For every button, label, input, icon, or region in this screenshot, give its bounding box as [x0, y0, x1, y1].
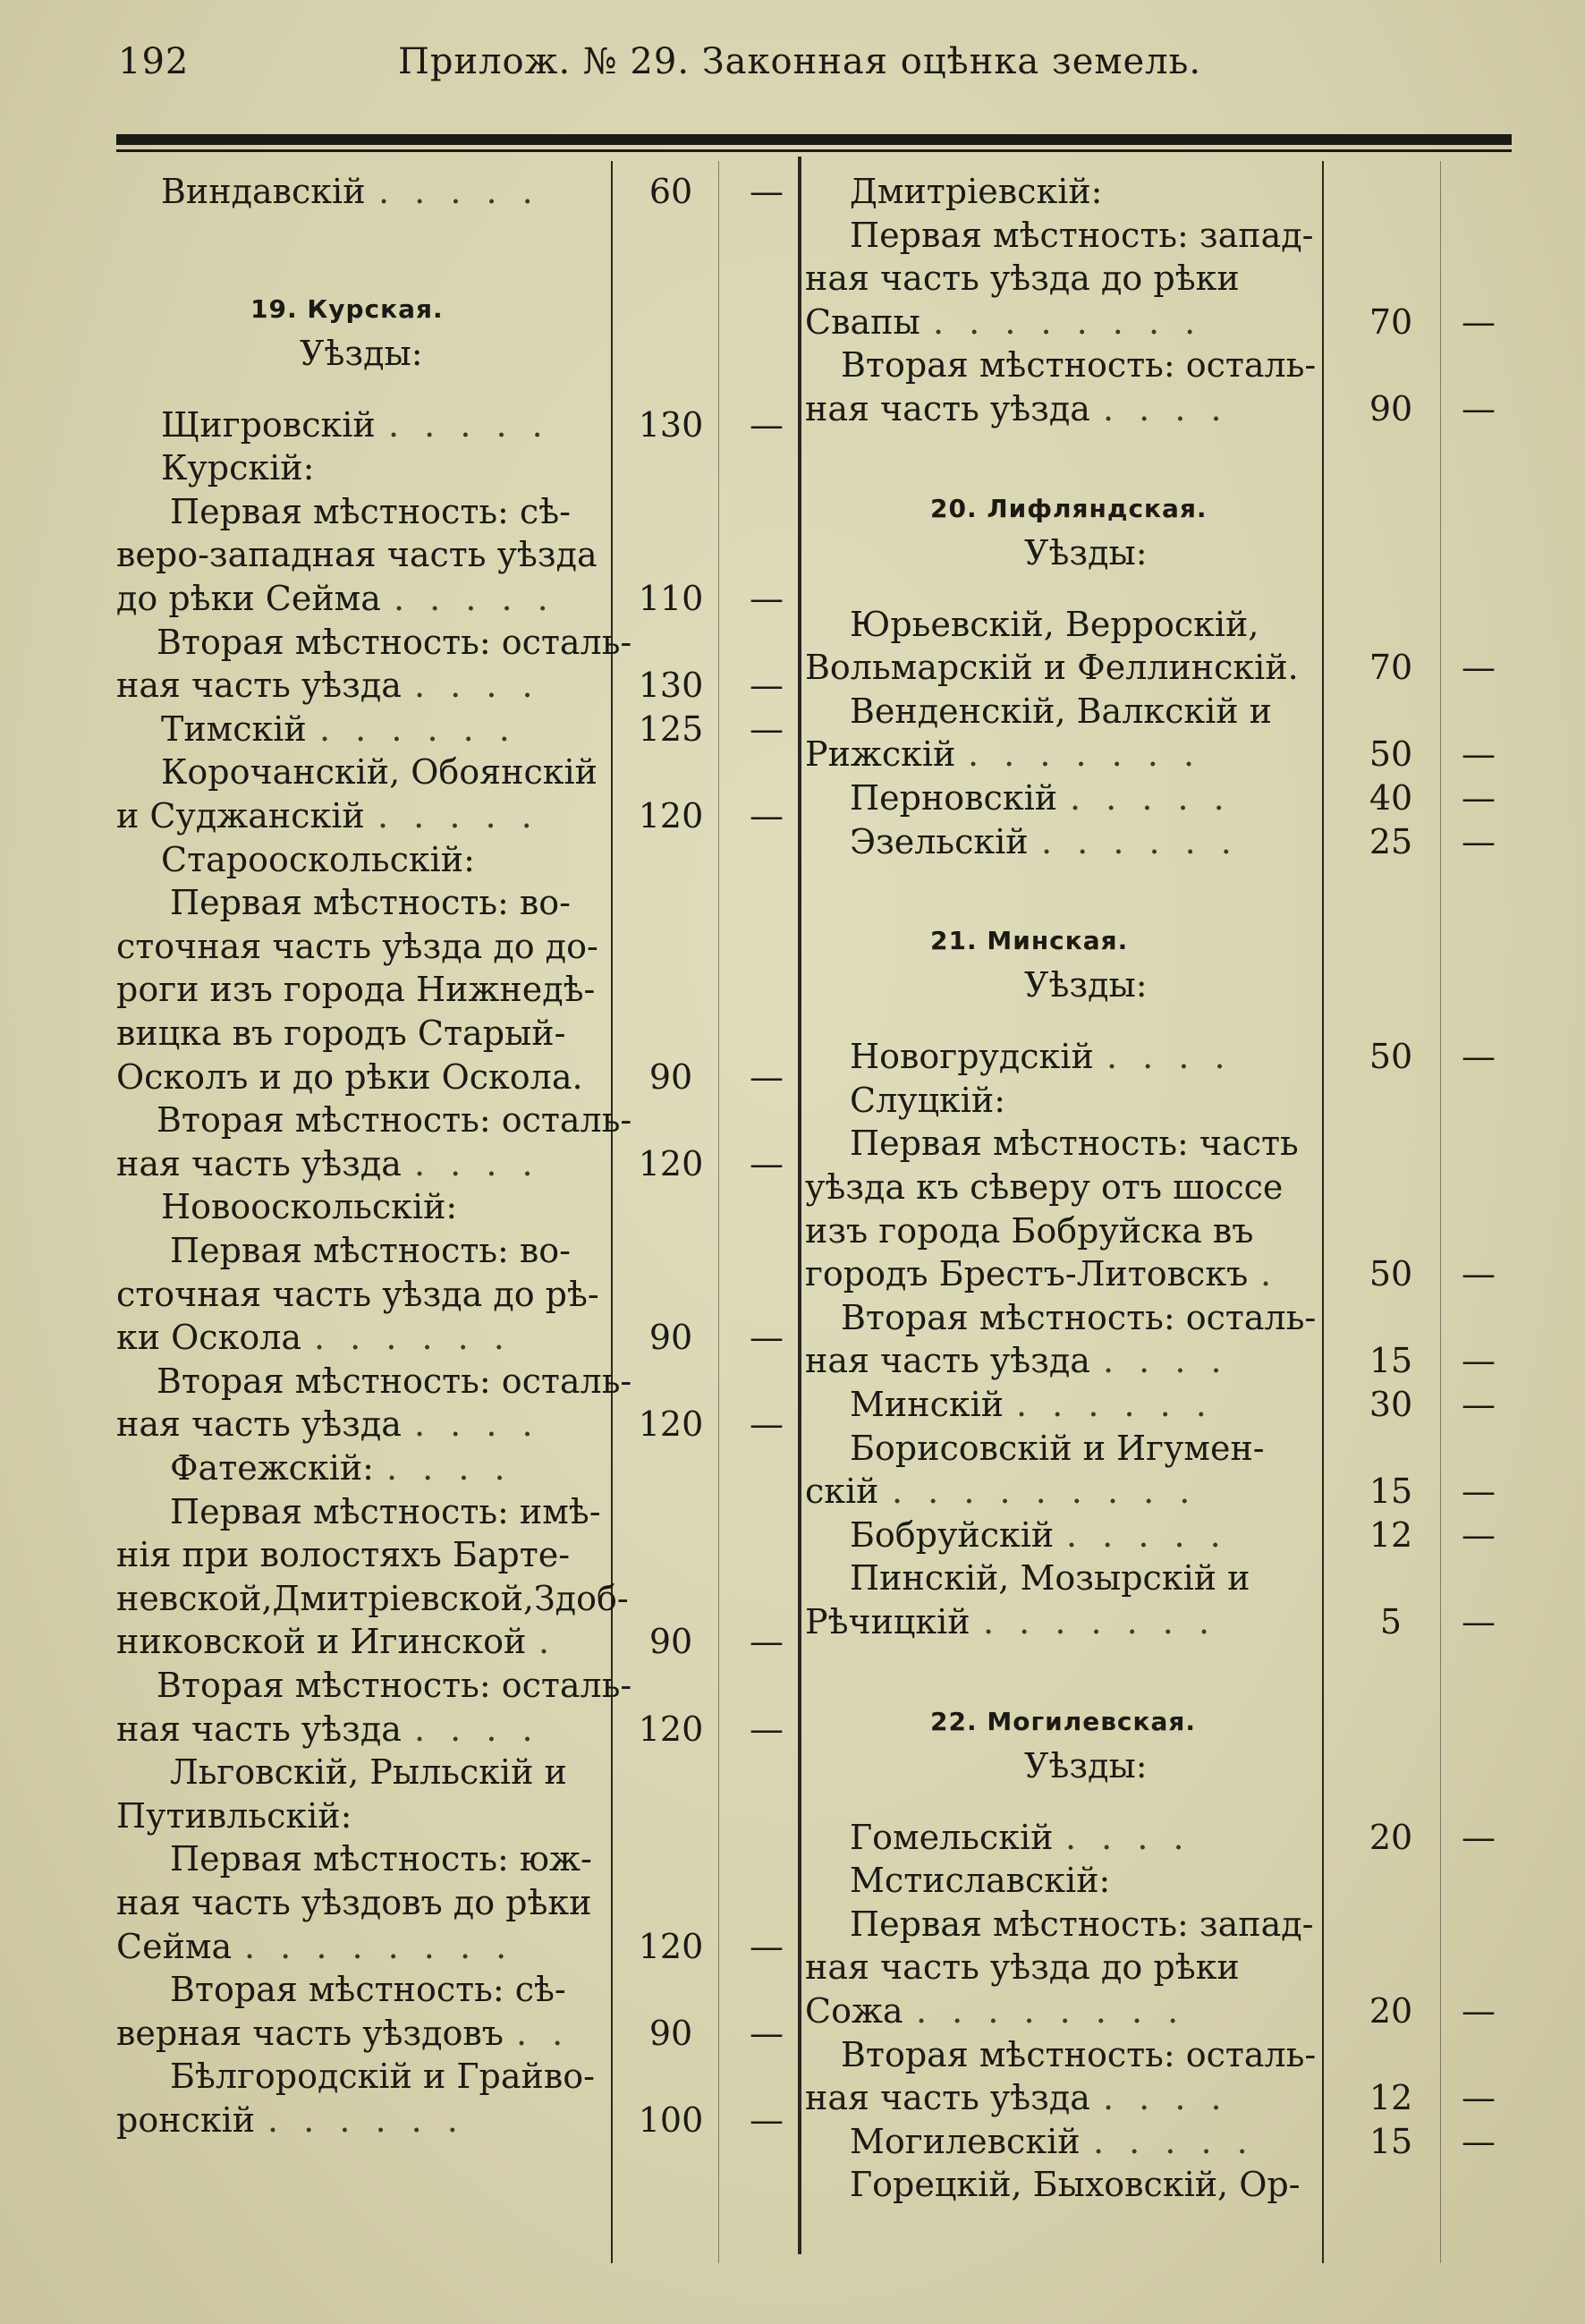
entry-text: и Суджанскій	[116, 796, 365, 835]
header-rule-thin	[116, 149, 1512, 152]
entry-row	[116, 1490, 798, 1533]
entry-row	[116, 1968, 798, 2011]
entry-row	[116, 1012, 798, 1055]
entry-row	[805, 1209, 1512, 1252]
entry-text: Сейма	[116, 1926, 233, 1966]
kopeck-dash: —	[750, 2013, 784, 2053]
rate-value: 90	[648, 2013, 693, 2053]
rate-value: 90	[648, 1318, 693, 1358]
entry-text: Льговскій, Рыльскій и	[170, 1752, 567, 1793]
rate-value: 5	[1379, 1602, 1403, 1641]
entry-row	[116, 1446, 798, 1489]
kopeck-dash: —	[1462, 1385, 1496, 1424]
entry-row	[116, 621, 798, 664]
kopeck-dash: —	[1462, 778, 1496, 818]
entry-text: Бобруйскій	[850, 1514, 1055, 1555]
kopeck-dash: —	[750, 1709, 784, 1749]
leader-dots: . . . . .	[1066, 1514, 1228, 1555]
entry-text: Новогрудскій	[850, 1037, 1094, 1077]
section-heading: 20. Лифляндская.	[930, 493, 1208, 523]
left-column	[116, 170, 798, 2250]
entry-text: уѣзда къ сѣверу отъ шоссе	[805, 1167, 1284, 1207]
entry-text: ная часть уѣзда	[116, 1709, 402, 1749]
entry-row	[805, 344, 1512, 386]
entry-text: Бѣлгородскій и Грайво-	[170, 2057, 595, 2097]
kopeck-dash: —	[1462, 1254, 1496, 1294]
entry-text: Старооскольскій:	[161, 839, 475, 879]
rate-value: 20	[1369, 1817, 1413, 1857]
leader-dots: . . . . . . . .	[933, 301, 1203, 342]
entry-text: ная часть уѣзда до рѣки	[805, 259, 1240, 299]
entry-row	[116, 881, 798, 924]
rate-value: 120	[638, 796, 704, 835]
kopeck-dash: —	[750, 1318, 784, 1358]
entry-text: скій	[805, 1472, 879, 1512]
entry-row	[116, 170, 798, 213]
leader-dots: . . . . . . .	[983, 1602, 1217, 1641]
entry-text: Рижскій	[805, 734, 956, 775]
entry-row	[116, 1185, 798, 1228]
rate-value: 15	[1369, 1472, 1413, 1512]
entry-text: Корочанскій, Обоянскій	[161, 752, 598, 793]
rate-value: 70	[1369, 301, 1413, 342]
leader-dots: . . . . .	[378, 172, 540, 211]
kopeck-dash: —	[750, 1622, 784, 1662]
entry-text: Вторая мѣстность: сѣ-	[170, 1970, 566, 2010]
leader-dots: . . . .	[1103, 389, 1229, 428]
entry-row	[805, 603, 1512, 646]
kopeck-dash: —	[1462, 2078, 1496, 2118]
entry-row	[116, 708, 798, 751]
entry-row	[805, 1600, 1512, 1643]
leader-dots: . . . . . . . .	[244, 1926, 514, 1966]
entry-row	[116, 1533, 798, 1576]
kopeck-dash: —	[1462, 2121, 1496, 2161]
kopeck-dash: —	[750, 579, 784, 618]
entry-row	[805, 1816, 1512, 1859]
section-heading: 21. Минская.	[930, 926, 1129, 956]
leader-dots: . . . .	[1103, 1341, 1229, 1381]
entry-row	[116, 1273, 798, 1316]
entry-text: ная часть уѣзда	[805, 2078, 1090, 2118]
entry-row	[805, 1859, 1512, 1902]
entry-text: Юрьевскій, Верроскій,	[850, 604, 1259, 644]
rate-value: 40	[1369, 778, 1413, 818]
entry-text: нія при волостяхъ Барте-	[116, 1535, 571, 1575]
entry-text: веро-западная часть уѣзда	[116, 535, 598, 575]
entry-row	[116, 1056, 798, 1098]
entry-text: Дмитріевскій:	[850, 172, 1103, 211]
leader-dots: . .	[516, 2013, 571, 2053]
kopeck-dash: —	[750, 1926, 784, 1966]
entry-row	[805, 1296, 1512, 1339]
rate-value: 100	[638, 2100, 704, 2140]
leader-dots: . . . . . .	[1016, 1385, 1214, 1424]
entry-text: Борисовскій и Игумен-	[850, 1428, 1265, 1468]
leader-dots: . . . . .	[1093, 2121, 1255, 2161]
kopeck-dash: —	[750, 708, 784, 749]
rate-value: 90	[648, 1622, 693, 1662]
leader-dots: .	[1260, 1254, 1279, 1294]
rate-value: 120	[638, 1926, 704, 1966]
entry-text: Щигровскій	[161, 404, 376, 445]
rate-value: 120	[638, 1404, 704, 1445]
entry-text: Новооскольскій:	[161, 1187, 458, 1227]
entry-text: Тимскій	[161, 708, 307, 749]
entry-row	[805, 820, 1512, 863]
entry-row	[116, 1664, 798, 1707]
entry-row	[805, 733, 1512, 776]
entry-text: ная часть уѣзда	[805, 389, 1090, 428]
entry-row	[116, 577, 798, 620]
entry-row	[116, 2055, 798, 2098]
entry-text: ронскій	[116, 2100, 256, 2140]
entry-text: никовской и Игинской	[116, 1622, 527, 1662]
entry-text: сточная часть уѣзда до до-	[116, 926, 598, 966]
entry-text: Первая мѣстность: запад-	[850, 215, 1314, 255]
entry-row	[805, 1556, 1512, 1599]
entry-row	[805, 387, 1512, 430]
entry-text: Сожа	[805, 1991, 903, 2031]
entry-text: ная часть уѣзда	[116, 666, 402, 706]
kopeck-dash: —	[1462, 1514, 1496, 1555]
entry-text: ная часть уѣзда	[116, 1404, 402, 1445]
entry-text: Первая мѣстность: юж-	[170, 1839, 592, 1879]
entry-text: ная часть уѣзда	[805, 1341, 1090, 1381]
rate-value: 50	[1369, 734, 1413, 775]
leader-dots: .	[538, 1622, 557, 1662]
entry-row	[805, 690, 1512, 733]
entry-row	[805, 2163, 1512, 2206]
rate-value: 130	[638, 404, 704, 445]
entry-row	[116, 1881, 798, 1924]
entry-text: ная часть уѣзда до рѣки	[805, 1947, 1240, 1988]
rate-value: 50	[1369, 1254, 1413, 1294]
leader-dots: . . . .	[1065, 1817, 1191, 1857]
entry-text: Курскій:	[161, 448, 315, 488]
entry-row	[805, 1514, 1512, 1556]
leader-dots: . . . . . . .	[968, 734, 1202, 775]
rate-value: 120	[638, 1709, 704, 1749]
entry-row	[116, 1577, 798, 1620]
center-divider	[798, 157, 801, 2254]
rate-value: 90	[1369, 389, 1413, 428]
entry-row	[805, 1339, 1512, 1382]
rate-value: 130	[638, 666, 704, 706]
leader-dots: . . . . .	[377, 796, 539, 835]
kopeck-dash: —	[750, 796, 784, 835]
kopeck-dash: —	[1462, 821, 1496, 861]
leader-dots: . . . . . .	[1041, 821, 1239, 861]
entry-row	[116, 2012, 798, 2055]
entry-text: городъ Брестъ-Литовскъ	[805, 1254, 1249, 1294]
leader-dots: . . . . .	[1070, 778, 1232, 818]
leader-dots: . . . .	[414, 1143, 540, 1183]
entry-text: Виндавскій	[161, 172, 366, 211]
entry-row	[805, 1427, 1512, 1470]
entry-text: Минскій	[850, 1385, 1004, 1424]
entry-row	[805, 2076, 1512, 2119]
entry-row	[116, 1620, 798, 1663]
kopeck-dash: —	[1462, 301, 1496, 342]
entry-text: ки Оскола	[116, 1318, 302, 1358]
entry-row	[805, 1989, 1512, 2032]
leader-dots: . . . .	[1106, 1037, 1233, 1077]
subsection-label: Уѣзды:	[1024, 965, 1148, 1005]
section-heading: 22. Могилевская.	[930, 1706, 1197, 1736]
entry-row	[116, 1837, 798, 1880]
entry-row	[116, 838, 798, 881]
entry-row	[805, 2033, 1512, 2076]
leader-dots: . . . . .	[394, 579, 555, 618]
kopeck-dash: —	[750, 404, 784, 445]
rate-value: 12	[1369, 2078, 1413, 2118]
entry-text: Свапы	[805, 301, 920, 342]
entry-row	[116, 1229, 798, 1272]
entry-text: Перновскій	[850, 778, 1058, 818]
entry-row	[805, 170, 1512, 213]
entry-row	[116, 1403, 798, 1446]
entry-row	[116, 533, 798, 576]
entry-row	[805, 2120, 1512, 2163]
entry-text: Вторая мѣстность: осталь-	[841, 1297, 1317, 1337]
kopeck-dash: —	[1462, 1991, 1496, 2031]
kopeck-dash: —	[1462, 1472, 1496, 1512]
entry-text: Слуцкій:	[850, 1080, 1006, 1120]
entry-text: Горецкій, Быховскій, Ор-	[850, 2165, 1301, 2205]
kopeck-dash: —	[1462, 1341, 1496, 1381]
entry-row	[805, 257, 1512, 300]
rate-value: 15	[1369, 1341, 1413, 1381]
entry-text: изъ города Бобруйска въ	[805, 1210, 1254, 1251]
kopeck-dash: —	[1462, 1037, 1496, 1077]
page-number: 192	[118, 41, 190, 82]
entry-row	[805, 1946, 1512, 1989]
leader-dots: . . . .	[1103, 2078, 1229, 2118]
kopeck-dash: —	[750, 2100, 784, 2140]
entry-text: Гомельскій	[850, 1817, 1054, 1857]
entry-row	[805, 1252, 1512, 1295]
entry-text: Первая мѣстность: часть	[850, 1124, 1299, 1164]
rate-value: 25	[1369, 821, 1413, 861]
rate-value: 110	[638, 579, 704, 618]
kopeck-dash: —	[1462, 1817, 1496, 1857]
right-column	[805, 170, 1512, 2250]
entry-row	[116, 1794, 798, 1837]
leader-dots: . . . .	[414, 666, 540, 706]
header-rule-thick	[116, 134, 1512, 145]
entry-row	[805, 646, 1512, 689]
entry-text: Путивльскій:	[116, 1795, 352, 1836]
entry-row	[116, 446, 798, 489]
leader-dots: . . . . . .	[267, 2100, 465, 2140]
entry-text: до рѣки Сейма	[116, 579, 381, 618]
entry-text: Рѣчицкій	[805, 1602, 970, 1641]
entry-row	[116, 968, 798, 1011]
entry-text: невской,Дмитріевской,Здоб-	[116, 1578, 629, 1618]
leader-dots: . . . .	[414, 1709, 540, 1749]
rate-value: 125	[638, 708, 704, 749]
entry-row	[805, 1079, 1512, 1122]
entry-text: Вторая мѣстность: осталь-	[841, 345, 1317, 386]
subsection-label: Уѣзды:	[300, 333, 423, 373]
entry-row	[116, 490, 798, 533]
entry-text: Фатежскій:	[170, 1448, 374, 1488]
rate-value: 90	[648, 1056, 693, 1097]
leader-dots: . . . . . . . . .	[892, 1472, 1198, 1512]
entry-row	[805, 776, 1512, 819]
leader-dots: . . . . .	[388, 404, 550, 445]
entry-row	[116, 664, 798, 707]
leader-dots: . . . . . .	[319, 708, 517, 749]
entry-row	[116, 1360, 798, 1403]
entry-text: Вольмарскій и Феллинскій.	[805, 648, 1299, 688]
entry-text: сточная часть уѣзда до рѣ-	[116, 1274, 599, 1314]
entry-text: Вторая мѣстность: осталь-	[157, 1361, 632, 1401]
entry-text: верная часть уѣздовъ	[116, 2013, 504, 2053]
entry-text: Вторая мѣстность: осталь-	[841, 2034, 1317, 2074]
entry-row	[116, 751, 798, 793]
entry-text: Первая мѣстность: во-	[170, 883, 572, 923]
entry-row	[116, 1751, 798, 1794]
entry-text: Осколъ и до рѣки Оскола.	[116, 1056, 583, 1097]
rate-value: 120	[638, 1143, 704, 1183]
section-heading: 19. Курская.	[250, 293, 444, 324]
entry-row	[805, 214, 1512, 257]
entry-text: ная часть уѣздовъ до рѣки	[116, 1883, 592, 1922]
rate-value: 20	[1369, 1991, 1413, 2031]
rate-value: 50	[1369, 1037, 1413, 1077]
kopeck-dash: —	[750, 1404, 784, 1445]
entry-row	[805, 1122, 1512, 1165]
entry-row	[116, 403, 798, 446]
rate-value: 60	[648, 172, 693, 211]
entry-row	[116, 1708, 798, 1751]
entry-text: ная часть уѣзда	[116, 1143, 402, 1183]
entry-text: Мстиславскій:	[850, 1861, 1111, 1901]
rate-value: 15	[1369, 2121, 1413, 2161]
subsection-label: Уѣзды:	[1024, 532, 1148, 573]
subsection-label: Уѣзды:	[1024, 1745, 1148, 1785]
entry-row	[805, 1383, 1512, 1426]
entry-text: Вторая мѣстность: осталь-	[157, 1100, 632, 1141]
entry-text: Первая мѣстность: сѣ-	[170, 491, 571, 531]
page-header	[107, 38, 1521, 91]
entry-row	[805, 1035, 1512, 1078]
kopeck-dash: —	[750, 172, 784, 211]
entry-row	[116, 1142, 798, 1185]
kopeck-dash: —	[1462, 648, 1496, 688]
entry-text: Первая мѣстность: во-	[170, 1231, 572, 1270]
rate-value: 30	[1369, 1385, 1413, 1424]
entry-row	[116, 925, 798, 968]
entry-row	[116, 1925, 798, 1968]
entry-row	[805, 1470, 1512, 1513]
page-title: Прилож. № 29. Законная оцѣнка земель.	[398, 41, 1202, 82]
kopeck-dash: —	[750, 666, 784, 706]
leader-dots: . . . .	[386, 1448, 513, 1488]
entry-row	[805, 1166, 1512, 1209]
entry-row	[116, 1316, 798, 1359]
entry-row	[116, 1098, 798, 1141]
kopeck-dash: —	[1462, 734, 1496, 775]
kopeck-dash: —	[750, 1056, 784, 1097]
entry-row	[116, 2099, 798, 2142]
kopeck-dash: —	[1462, 1602, 1496, 1641]
entry-text: Венденскій, Валкскій и	[850, 691, 1273, 731]
rate-value: 12	[1369, 1514, 1413, 1555]
entry-text: вицка въ городъ Старый-	[116, 1014, 566, 1053]
entry-row	[116, 794, 798, 837]
entry-text: Первая мѣстность: запад-	[850, 1904, 1314, 1944]
entry-text: Вторая мѣстность: осталь-	[157, 622, 632, 662]
entry-text: Первая мѣстность: имѣ-	[170, 1491, 601, 1531]
kopeck-dash: —	[1462, 389, 1496, 428]
entry-text: Эзельскій	[850, 821, 1029, 861]
leader-dots: . . . . . . . .	[916, 1991, 1186, 2031]
rate-value: 70	[1369, 648, 1413, 688]
kopeck-dash: —	[750, 1143, 784, 1183]
leader-dots: . . . .	[414, 1404, 540, 1445]
leader-dots: . . . . . .	[314, 1318, 512, 1358]
entry-text: роги изъ города Нижнедѣ-	[116, 970, 596, 1010]
entry-text: Пинскій, Мозырскій и	[850, 1558, 1250, 1599]
entry-text: Могилевскій	[850, 2121, 1081, 2161]
entry-text: Вторая мѣстность: осталь-	[157, 1666, 632, 1705]
entry-row	[805, 301, 1512, 344]
entry-row	[805, 1903, 1512, 1946]
